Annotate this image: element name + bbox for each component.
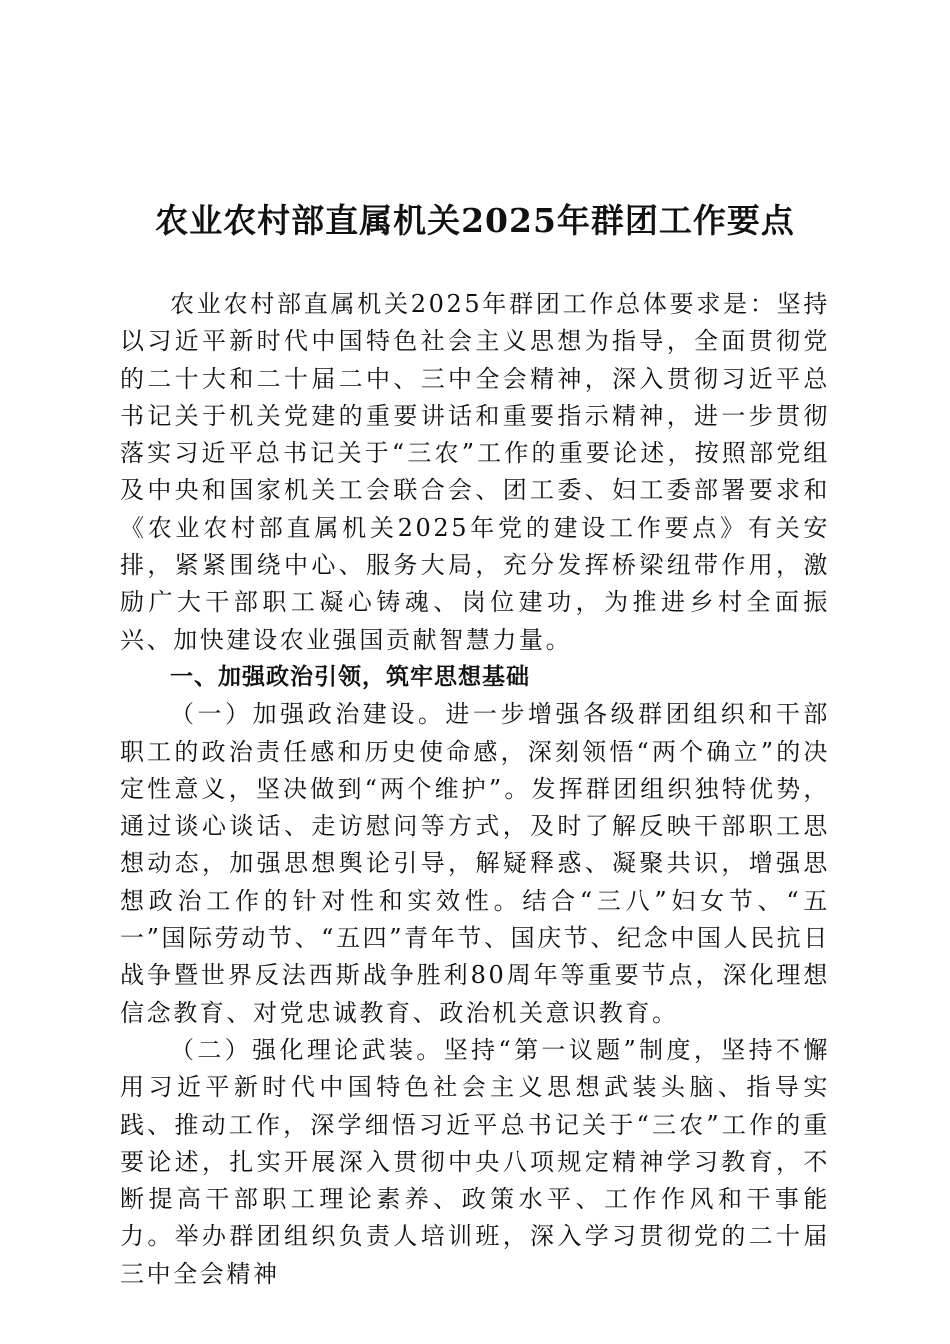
section-heading: 一、加强政治引领，筑牢思想基础 <box>170 663 530 690</box>
document-body <box>120 286 830 1293</box>
document-title: 农业农村部直属机关2025年群团工作要点 <box>155 201 795 240</box>
item-paragraph-2: （二）强化理论武装。坚持“第一议题”制度，坚持不懈用习近平新时代中国特色社会主义思想武装头脑、指导实践、推动工作，深学细悟习近平总书记关于“三农”工作的重要论述，扎实开展深入贯彻中央八项规定精神学习教育，不断提高干部职工理论素养、政策水平、工作作风和干事能力。举办群团组织负责人培训班，深入学习贯彻党的二十届三中全会精神 <box>120 1035 830 1288</box>
item-paragraph-1: （一）加强政治建设。进一步增强各级群团组织和干部职工的政治责任感和历史使命感，深刻领悟“两个确立”的决定性意义，坚决做到“两个维护”。发挥群团组织独特优势，通过谈心谈话、走访慰问等方式，及时了解反映干部职工思想动态，加强思想舆论引导，解疑释惑、凝聚共识，增强思想政治工作的针对性和实效性。结合“三八”妇女节、“五一”国际劳动节、“五四”青年节、国庆节、纪念中国人民抗日战争暨世界反法西斯战争胜利80周年等重要节点，深化理想信念教育、对党忠诚教育、政治机关意识教育。 <box>120 700 830 1027</box>
intro-paragraph: 农业农村部直属机关2025年群团工作总体要求是：坚持以习近平新时代中国特色社会主义思想为指导，全面贯彻党的二十大和二十届二中、三中全会精神，深入贯彻习近平总书记关于机关党建的重要讲话和重要指示精神，进一步贯彻落实习近平总书记关于“三农”工作的重要论述，按照部党组及中央和国家机关工会联合会、团工委、妇工委部署要求和《农业农村部直属机关2025年党的建设工作要点》有关安排，紧紧围绕中心、服务大局，充分发挥桥梁纽带作用，激励广大干部职工凝心铸魂、岗位建功，为推进乡村全面振兴、加快建设农业强国贡献智慧力量。 <box>120 290 830 654</box>
document-page <box>120 0 830 1344</box>
